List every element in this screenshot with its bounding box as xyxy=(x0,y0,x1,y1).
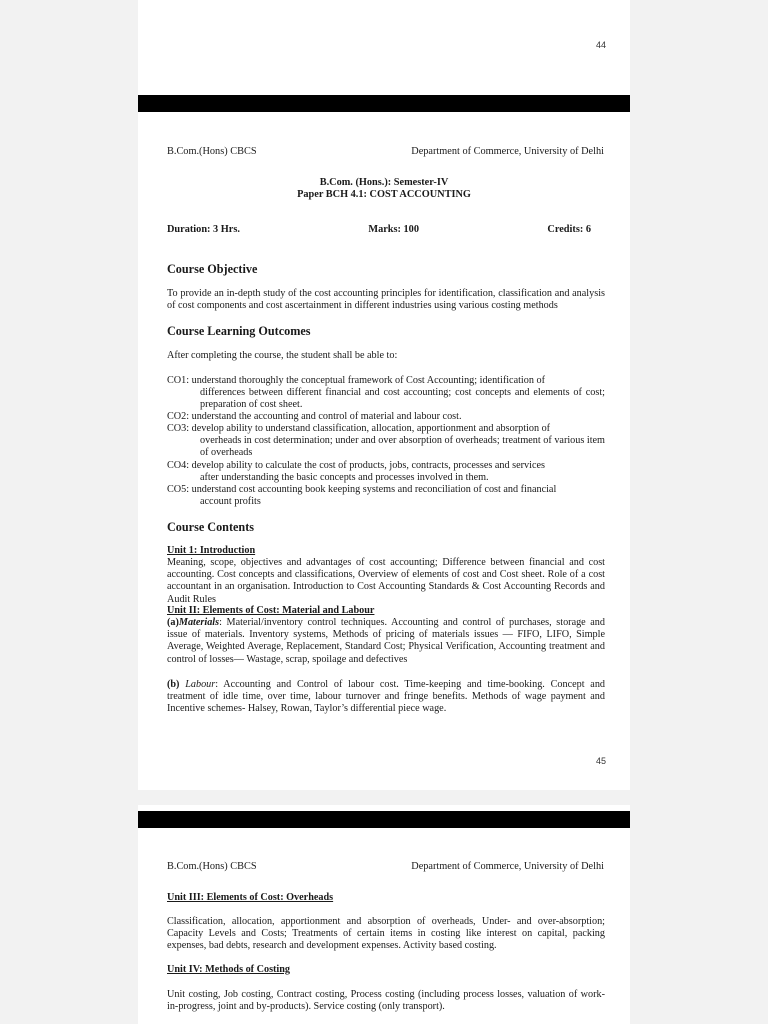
outcomes-intro: After completing the course, the student shall be able to: xyxy=(167,350,398,361)
outcome-line: CO5: understand cost accounting book keeping systems and reconciliation of cost and financial xyxy=(167,484,557,495)
unit3-text: Classification, allocation, apportionment and absorption of overheads, Under- and over-absorption; Capacity Levels and Costs; Treatments of certain items in costing like interest on capital, packing expenses, bad debts, research and development expenses. Activity based costing. xyxy=(167,916,605,952)
running-header xyxy=(167,861,604,872)
unit4-heading: Unit IV: Methods of Costing xyxy=(167,964,291,975)
page-number-next: 45 xyxy=(595,756,606,766)
page-number: 44 xyxy=(595,40,606,50)
learning-outcomes-heading: Course Learning Outcomes xyxy=(167,324,311,338)
header-left: B.Com.(Hons) CBCS xyxy=(167,861,257,872)
outcome-co2 xyxy=(167,411,605,423)
course-objective-heading: Course Objective xyxy=(167,262,258,276)
marks: Marks: 100 xyxy=(368,224,419,235)
unit1-text: Meaning, scope, objectives and advantages of cost accounting; Difference between financial and cost accounting. Cost concepts and classifications, Overview of elements of cost and Cost sheet. Role of a cost accountant in an organisation. Introduction to Cost Accounting Standards & Cost Accounting Records and Audit Rules xyxy=(167,557,605,605)
header-left: B.Com.(Hons) CBCS xyxy=(167,146,257,157)
outcome-continuation: after understanding the basic concepts and processes involved in them. xyxy=(200,472,489,484)
unit2a-paragraph xyxy=(167,617,605,666)
document-page-45 xyxy=(138,805,630,1024)
page-header-bar xyxy=(138,95,630,112)
paper-title: Paper BCH 4.1: COST ACCOUNTING xyxy=(297,189,471,200)
unit2a-label: (a) xyxy=(167,617,179,628)
running-header xyxy=(167,146,604,157)
document-page-44 xyxy=(138,0,630,790)
course-objective-text: To provide an in-depth study of the cost accounting principles for identification, classification and analysis of cost components and cost ascertainment in different industries using various costing methods xyxy=(167,288,605,312)
outcome-co3 xyxy=(167,423,605,460)
unit2a-text: : Material/inventory control techniques. Accounting and control of purchases, storage and issue of materials. Inventory systems, Methods of pricing of materials issues — FIFO, LIFO, Simple Average, Weighted Average, Replacement, Standard Cost; Physical Verification, Accounting treatment and control of losses— Wastage, scrap, spoilage and defectives xyxy=(167,617,605,665)
outcome-continuation: overheads in cost determination; under and over absorption of overheads; treatment of various item of overheads xyxy=(200,435,605,459)
duration: Duration: 3 Hrs. xyxy=(167,224,240,235)
unit3-heading: Unit III: Elements of Cost: Overheads xyxy=(167,892,334,903)
outcome-continuation: differences between different financial and cost accounting; cost concepts and elements of cost; preparation of cost sheet. xyxy=(200,387,605,411)
unit2-heading: Unit II: Elements of Cost: Material and Labour xyxy=(167,605,375,616)
outcome-co5 xyxy=(167,484,605,508)
outcome-continuation: account profits xyxy=(200,496,261,508)
header-right: Department of Commerce, University of Delhi xyxy=(411,861,604,872)
course-contents-heading: Course Contents xyxy=(167,520,255,534)
unit2b-term: Labour xyxy=(185,679,216,690)
outcome-line: CO2: understand the accounting and control of material and labour cost. xyxy=(167,411,462,422)
outcome-co1 xyxy=(167,375,605,412)
outcome-line: CO3: develop ability to understand classification, allocation, apportionment and absorption of xyxy=(167,423,551,434)
exam-meta xyxy=(167,224,591,235)
unit2b-paragraph xyxy=(167,679,605,716)
outcome-line: CO4: develop ability to calculate the cost of products, jobs, contracts, processes and services xyxy=(167,460,545,471)
outcome-line: CO1: understand thoroughly the conceptual framework of Cost Accounting; identification of xyxy=(167,375,545,386)
unit4-text: Unit costing, Job costing, Contract costing, Process costing (including process losses, valuation of work-in-progress, joint and by-products). Service costing (only transport). xyxy=(167,989,605,1013)
unit1-heading: Unit 1: Introduction xyxy=(167,545,256,556)
unit2a-term: Materials xyxy=(178,617,220,628)
unit2b-text: : Accounting and Control of labour cost. Time-keeping and time-booking. Concept and treatment of idle time, over time, labour turnover and fringe benefits. Methods of wage payment and Incentive schemes- Halsey, Rowan, Taylor’s differential piece wage. xyxy=(167,679,606,715)
outcome-co4 xyxy=(167,460,605,484)
page-header-bar xyxy=(138,811,630,828)
credits: Credits: 6 xyxy=(547,224,591,235)
semester-title: B.Com. (Hons.): Semester-IV xyxy=(319,177,449,188)
header-right: Department of Commerce, University of Delhi xyxy=(411,146,604,157)
unit2b-label: (b) xyxy=(167,679,180,690)
